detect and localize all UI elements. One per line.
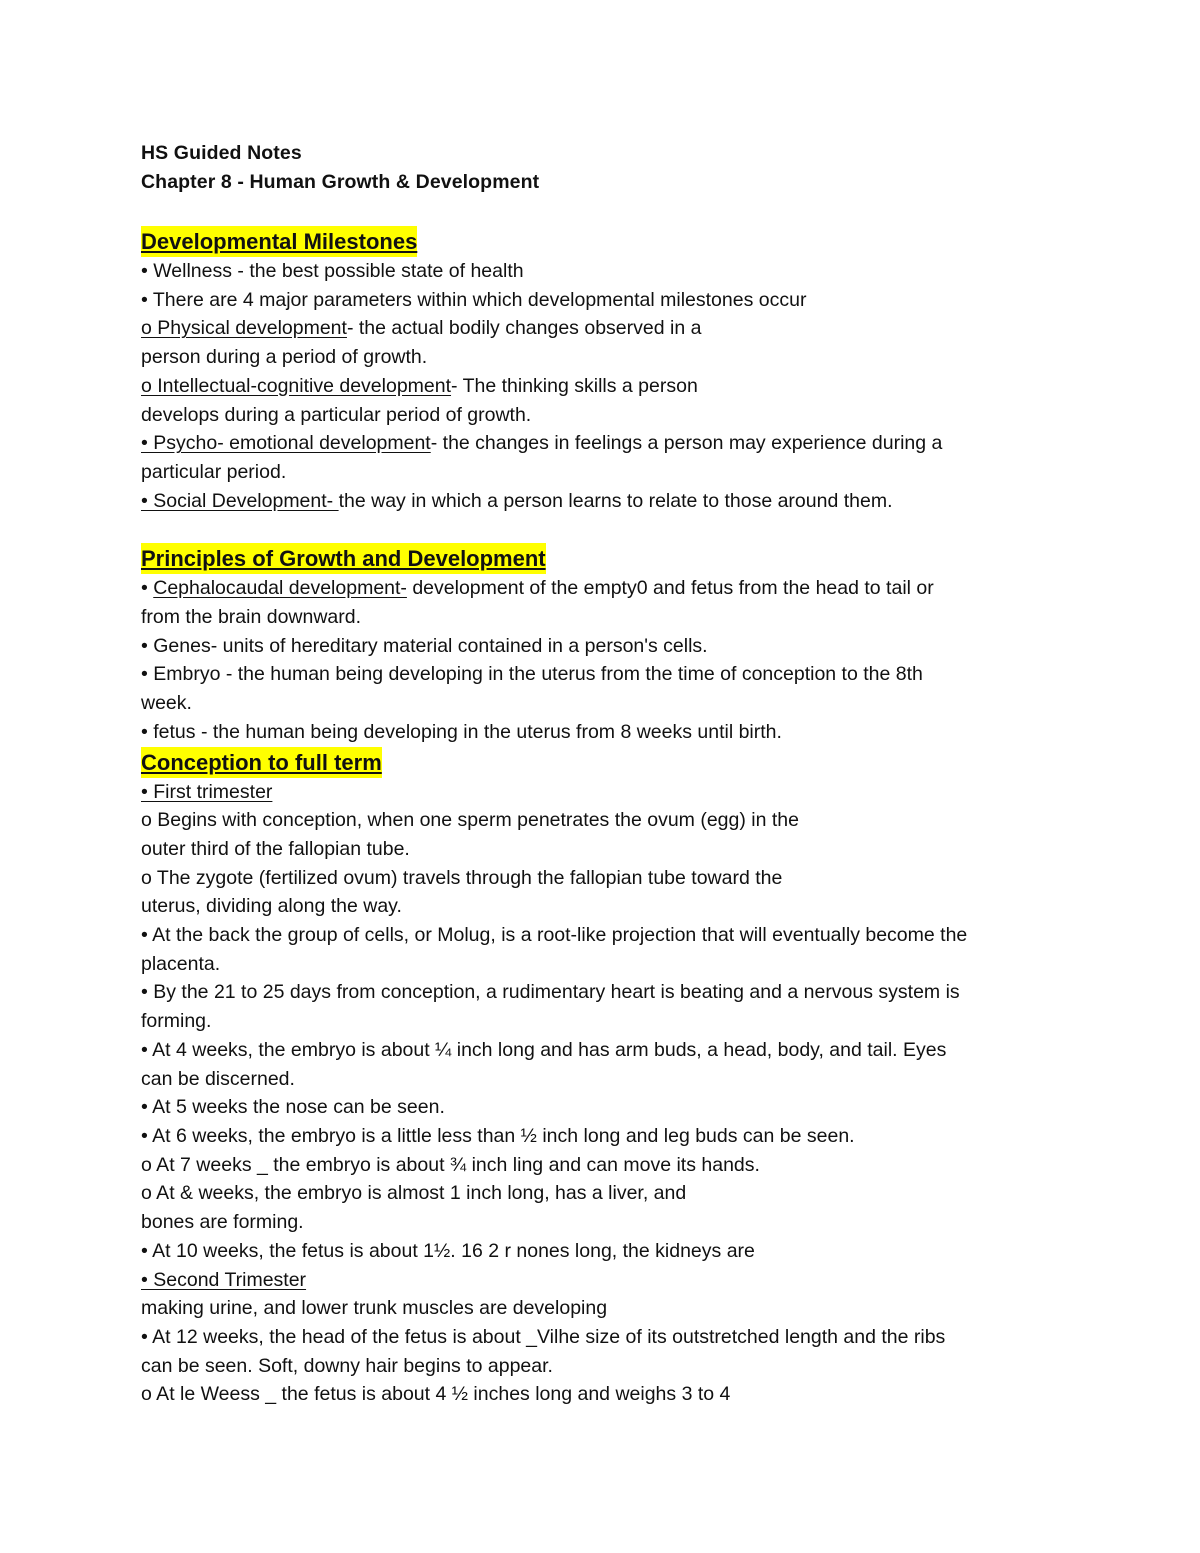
section-conception-to-full-term [141, 778, 1101, 1409]
note-line-text: development of the empty0 and fetus from the head to tail or [406, 577, 934, 600]
note-line-text: can be seen. Soft, downy hair begins to appear. [141, 1354, 553, 1377]
document-body [141, 139, 1101, 1409]
note-line [141, 1179, 1101, 1208]
section-heading-principles: Principles of Growth and Development [141, 543, 546, 574]
note-line-text: - the changes in feelings a person may experience during a [430, 432, 943, 455]
note-line [141, 864, 1101, 893]
note-line [141, 1208, 1101, 1237]
note-line-text: o At & weeks, the embryo is almost 1 inch long, has a liver, and [141, 1182, 687, 1205]
section-principles-of-growth [141, 574, 1101, 746]
note-line [141, 1036, 1101, 1065]
note-line [141, 950, 1101, 979]
note-line [141, 718, 1101, 747]
note-line-text: • At the back the group of cells, or Molug, is a root-like projection that will eventually become the [141, 924, 968, 947]
note-line [141, 1323, 1101, 1352]
section-developmental-milestones [141, 257, 1101, 515]
note-line-text: making urine, and lower trunk muscles are developing [141, 1297, 608, 1320]
note-line [141, 778, 1101, 807]
note-line [141, 1380, 1101, 1409]
note-line-term: • First trimester [141, 780, 273, 803]
note-line [141, 574, 1101, 603]
note-line-text: o At le Weess _ the fetus is about 4 ½ inches long and weighs 3 to 4 [141, 1383, 731, 1406]
note-line-text: • At 5 weeks the nose can be seen. [141, 1096, 445, 1119]
note-line [141, 1151, 1101, 1180]
note-line [141, 978, 1101, 1007]
note-line-text: • fetus - the human being developing in the uterus from 8 weeks until birth. [141, 720, 782, 743]
note-line [141, 1122, 1101, 1151]
note-line-text: • At 10 weeks, the fetus is about 1½. 16 2 r nones long, the kidneys are [141, 1239, 755, 1262]
note-line-text: uterus, dividing along the way. [141, 895, 402, 918]
note-line-term: • Social Development- [141, 489, 339, 512]
note-line [141, 632, 1101, 661]
note-line-text: • At 6 weeks, the embryo is a little less than ½ inch long and leg buds can be seen. [141, 1124, 855, 1147]
note-line [141, 343, 1101, 372]
note-line-text: from the brain downward. [141, 606, 362, 629]
section-heading-conception: Conception to full term [141, 747, 382, 778]
note-line [141, 1352, 1101, 1381]
note-line [141, 401, 1101, 430]
note-line [141, 1065, 1101, 1094]
document-title: HS Guided Notes [141, 142, 302, 164]
spacer [141, 515, 1101, 543]
note-line [141, 1266, 1101, 1295]
note-line-text: o Begins with conception, when one sperm penetrates the ovum (egg) in the [141, 809, 799, 832]
note-line-text: • Wellness - the best possible state of health [141, 260, 524, 282]
note-line-text: - The thinking skills a person [451, 374, 698, 397]
note-line [141, 892, 1101, 921]
note-line [141, 372, 1101, 401]
note-line [141, 660, 1101, 689]
note-line [141, 1237, 1101, 1266]
note-line-text: forming. [141, 1010, 212, 1033]
note-line-text: placenta. [141, 952, 221, 975]
note-line-text: • Embryo - the human being developing in the uterus from the time of conception to the 8th [141, 663, 923, 686]
note-line [141, 835, 1101, 864]
note-line-text: develops during a particular period of growth. [141, 403, 532, 426]
note-line [141, 257, 1101, 286]
note-line-text: bones are forming. [141, 1211, 304, 1234]
note-line-text: the way in which a person learns to relate to those around them. [338, 489, 893, 512]
note-line [141, 458, 1101, 487]
note-line-term: • Psycho- emotional development [141, 432, 431, 455]
note-line-text: • Genes- units of hereditary material contained in a person's cells. [141, 634, 708, 657]
note-line-text: • At 4 weeks, the embryo is about ¼ inch long and has arm buds, a head, body, and tail. Eyes [141, 1038, 947, 1061]
note-line [141, 921, 1101, 950]
note-line [141, 429, 1101, 458]
note-line-text: o The zygote (fertilized ovum) travels through the fallopian tube toward the [141, 866, 783, 889]
note-line [141, 806, 1101, 835]
note-line-term: o Intellectual-cognitive development [141, 374, 452, 397]
spacer [141, 197, 1101, 226]
note-line-prefix: • [141, 577, 154, 600]
note-line-text: • At 12 weeks, the head of the fetus is about _Vilhe size of its outstretched length and the ribs [141, 1325, 946, 1348]
note-line [141, 603, 1101, 632]
note-line-text: o At 7 weeks _ the embryo is about ¾ inch ling and can move its hands. [141, 1153, 760, 1176]
note-line-text: - the actual bodily changes observed in a [346, 317, 702, 340]
note-line-text: • By the 21 to 25 days from conception, a rudimentary heart is beating and a nervous system is [141, 981, 960, 1004]
document-subtitle: Chapter 8 - Human Growth & Development [141, 171, 540, 193]
note-line-text: • There are 4 major parameters within which developmental milestones occur [141, 288, 807, 311]
note-line [141, 1007, 1101, 1036]
note-line-text: person during a period of growth. [141, 346, 428, 369]
note-line [141, 487, 1101, 516]
note-line [141, 1093, 1101, 1122]
section-heading-developmental-milestones: Developmental Milestones [141, 226, 417, 257]
note-line-text: can be discerned. [141, 1067, 295, 1090]
note-line-term: • Second Trimester [141, 1268, 307, 1291]
note-line-text: week. [141, 692, 192, 715]
note-line-term: o Physical development [141, 317, 347, 340]
note-line-term: Cephalocaudal development- [153, 577, 407, 600]
note-line [141, 1294, 1101, 1323]
note-line-text: outer third of the fallopian tube. [141, 837, 410, 860]
note-line [141, 286, 1101, 315]
note-line [141, 689, 1101, 718]
note-line-text: particular period. [141, 460, 287, 483]
note-line [141, 314, 1101, 343]
